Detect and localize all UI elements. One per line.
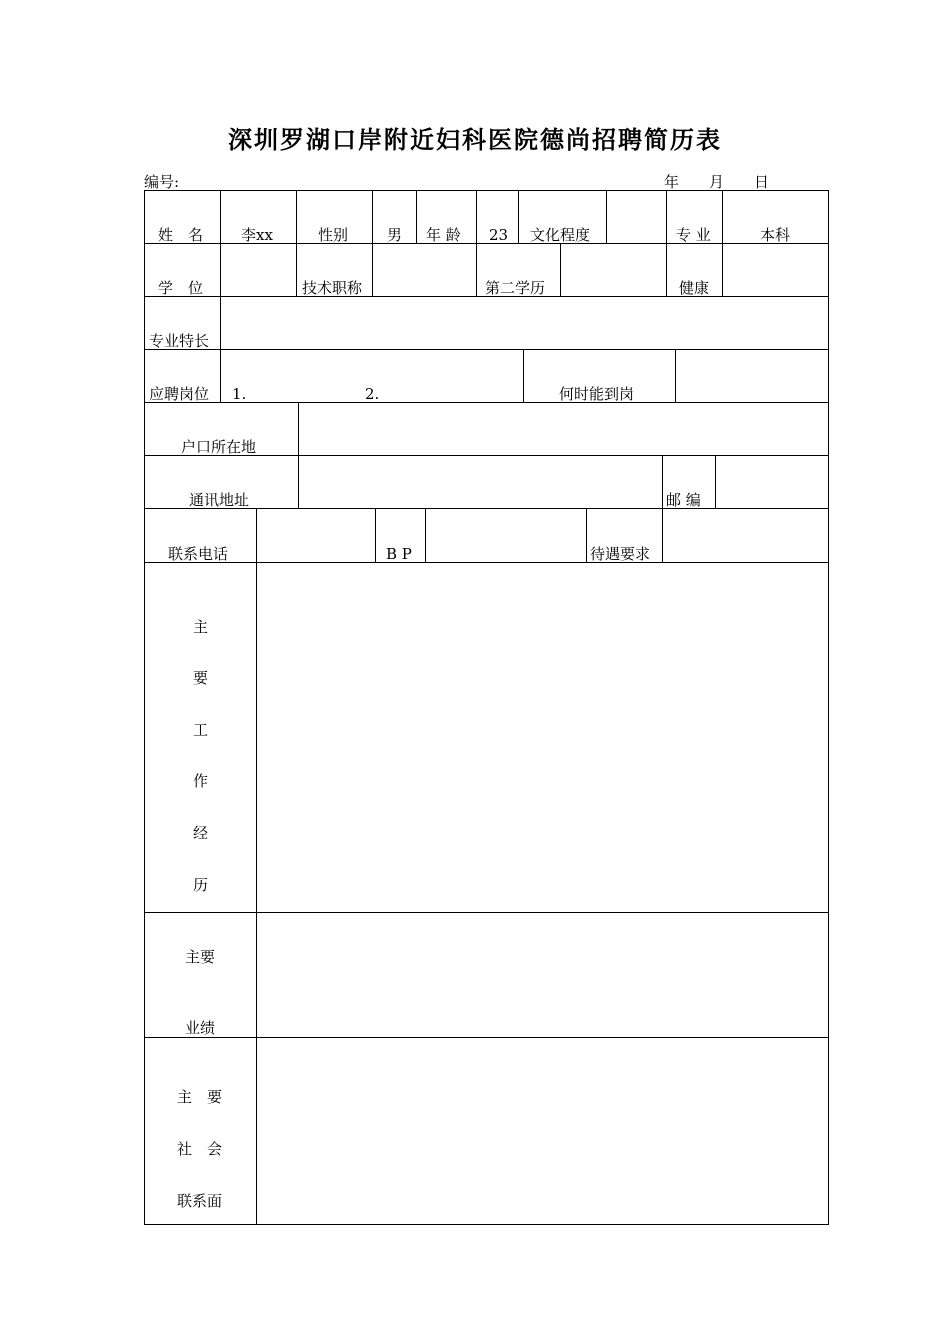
residence-label: 户口所在地 [181,438,257,456]
arrival-field[interactable] [675,349,829,403]
position-label: 应聘岗位 [149,385,210,403]
gender-label-cell [296,190,373,244]
zip-field[interactable] [715,455,829,509]
social-label-cell [144,1037,257,1225]
education-label: 文化程度 [530,226,591,244]
social-label-line3: 联系面 [177,1192,223,1210]
second-degree-label-cell [476,243,561,297]
title-label: 技术职称 [302,279,363,297]
age-label-cell [416,190,477,244]
phone-label-cell [144,508,257,563]
position-2: 2. [365,385,380,403]
work-history-char: 历 [193,876,209,894]
arrival-label: 何时能到岗 [559,385,635,403]
salary-label-cell [586,508,663,563]
specialty-label: 专业特长 [149,332,210,350]
major-value: 本科 [760,226,791,244]
social-field[interactable] [256,1037,829,1225]
salary-field[interactable] [662,508,829,563]
date-label: 年 月 日 [664,173,770,191]
work-history-char: 经 [193,824,209,842]
achievement-label-line2: 业绩 [185,1019,216,1037]
name-value: 李xx [241,226,273,244]
work-history-char: 要 [193,669,209,687]
name-label: 姓 名 [158,226,204,244]
gender-label: 性别 [318,226,349,244]
degree-label-cell [144,243,221,297]
position-field[interactable] [220,349,524,403]
age-value: 23 [489,226,509,244]
address-field[interactable] [298,455,663,509]
degree-label: 学 位 [158,279,204,297]
age-field[interactable] [476,190,519,244]
specialty-field[interactable] [220,296,829,350]
phone-field[interactable] [256,508,376,563]
work-history-char: 主 [193,618,209,636]
zip-label: 邮 编 [666,491,701,509]
major-label: 专 业 [676,226,711,244]
specialty-label-cell [144,296,221,350]
bp-label: B P [386,545,412,563]
residence-label-cell [144,402,299,456]
health-label: 健康 [679,279,710,297]
achievement-label-line1: 主要 [185,948,216,966]
salary-label: 待遇要求 [590,545,651,563]
work-history-char: 作 [193,772,209,790]
second-degree-label: 第二学历 [485,279,546,297]
major-field[interactable] [722,190,829,244]
gender-value: 男 [387,226,403,244]
achievement-field[interactable] [256,912,829,1038]
gender-field[interactable] [372,190,417,244]
social-label-line1: 主 要 [177,1088,223,1106]
health-field[interactable] [722,243,829,297]
major-label-cell [666,190,723,244]
arrival-label-cell [523,349,676,403]
address-label: 通讯地址 [189,491,250,509]
second-degree-field[interactable] [560,243,667,297]
age-label: 年 龄 [426,226,461,244]
social-label-line2: 社 会 [177,1140,223,1158]
health-label-cell [666,243,723,297]
work-history-field[interactable] [256,562,829,913]
work-history-label-cell [144,562,257,913]
residence-field[interactable] [298,402,829,456]
address-label-cell [144,455,299,509]
name-field[interactable] [220,190,297,244]
bp-label-cell [375,508,426,563]
education-label-cell [518,190,607,244]
position-label-cell [144,349,221,403]
title-field[interactable] [372,243,477,297]
education-field[interactable] [606,190,667,244]
bp-field[interactable] [425,508,587,563]
form-title: 深圳罗湖口岸附近妇科医院德尚招聘简历表 [228,125,722,154]
name-label-cell [144,190,221,244]
position-1: 1. [232,385,247,403]
number-label: 编号: [144,173,180,191]
title-label-cell [296,243,373,297]
achievement-label-cell [144,912,257,1038]
phone-label: 联系电话 [168,545,229,563]
degree-field[interactable] [220,243,297,297]
zip-label-cell [662,455,716,509]
work-history-char: 工 [193,721,209,739]
